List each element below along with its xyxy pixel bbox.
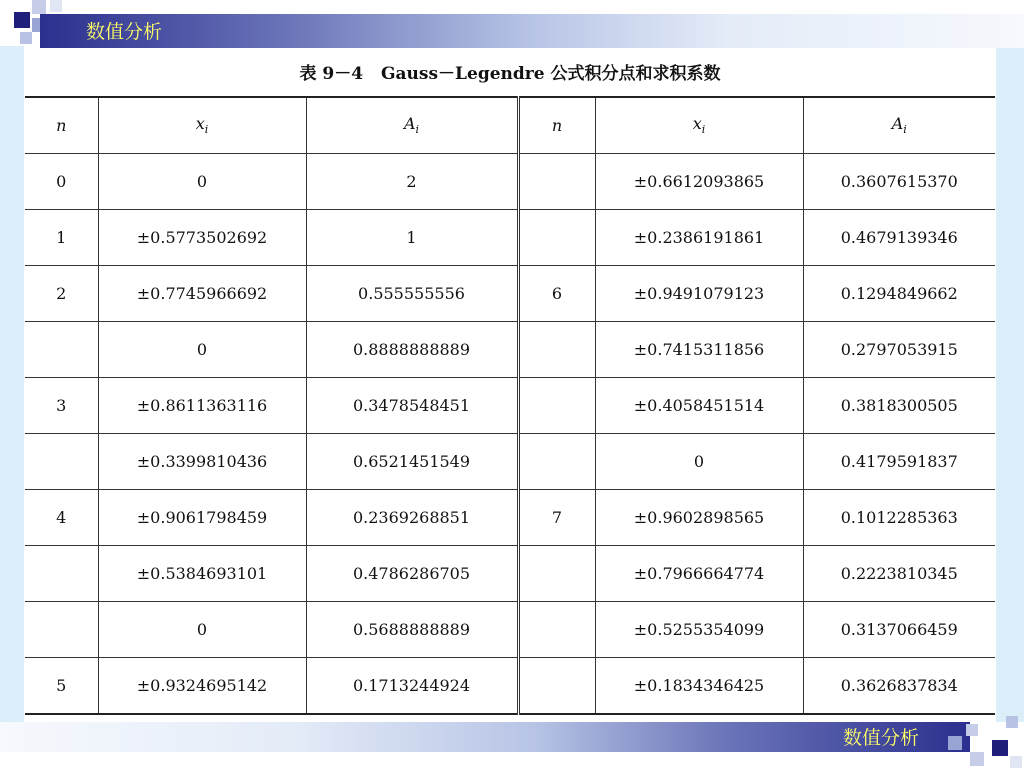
col-header-a (306, 97, 518, 154)
cell-a: 0.2223810345 (803, 546, 995, 602)
cell-a: 0.555555556 (306, 266, 518, 322)
decor-square (32, 0, 46, 14)
scanned-table (25, 52, 995, 720)
table-caption (25, 52, 995, 96)
left-strip (0, 46, 24, 722)
footer-bar (0, 722, 970, 752)
cell-n: 1 (25, 210, 98, 266)
cell-n: 0 (25, 154, 98, 210)
cell-x: ±0.7415311856 (595, 322, 803, 378)
col-header-a-symbol: A (403, 114, 416, 134)
table-row (25, 154, 995, 210)
cell-x: ±0.5255354099 (595, 602, 803, 658)
col-header-n-2: n (518, 97, 595, 154)
cell-x: 0 (98, 322, 306, 378)
gauss-legendre-table (25, 96, 995, 715)
decor-square (20, 32, 32, 44)
cell-n (518, 322, 595, 378)
decor-square (970, 752, 984, 766)
cell-x: ±0.9324695142 (98, 658, 306, 715)
cell-n (25, 434, 98, 490)
col-header-x-2 (595, 97, 803, 154)
cell-x: ±0.5773502692 (98, 210, 306, 266)
cell-n (518, 546, 595, 602)
cell-n: 3 (25, 378, 98, 434)
col-header-a-sub-2: i (903, 123, 907, 137)
cell-x: ±0.5384693101 (98, 546, 306, 602)
decor-square (14, 12, 30, 28)
cell-x: 0 (595, 434, 803, 490)
decor-square (948, 736, 962, 750)
decor-square (50, 0, 62, 12)
col-header-x-symbol-2: x (692, 114, 702, 134)
caption-label: 表 9－4 (299, 64, 364, 84)
cell-a: 0.3818300505 (803, 378, 995, 434)
col-header-a-sub: i (415, 123, 420, 137)
cell-x: ±0.8611363116 (98, 378, 306, 434)
cell-a: 0.8888888889 (306, 322, 518, 378)
decor-square (1006, 716, 1018, 728)
table-row (25, 490, 995, 546)
header-title: 数值分析 (86, 21, 163, 43)
cell-x: 0 (98, 602, 306, 658)
decor-square (1010, 756, 1022, 768)
cell-a: 0.1713244924 (306, 658, 518, 715)
cell-a: 0.2797053915 (803, 322, 995, 378)
cell-x: ±0.9061798459 (98, 490, 306, 546)
cell-n (518, 378, 595, 434)
cell-a: 0.4786286705 (306, 546, 518, 602)
col-header-a-symbol-2: A (891, 114, 904, 134)
cell-a: 0.4679139346 (803, 210, 995, 266)
cell-x: ±0.9491079123 (595, 266, 803, 322)
cell-x: ±0.3399810436 (98, 434, 306, 490)
cell-x: ±0.2386191861 (595, 210, 803, 266)
table-row (25, 322, 995, 378)
table-row (25, 658, 995, 715)
col-header-x-sub: i (204, 123, 209, 137)
cell-x: ±0.7745966692 (98, 266, 306, 322)
col-header-x (98, 97, 306, 154)
cell-a: 0.6521451549 (306, 434, 518, 490)
table-row (25, 602, 995, 658)
cell-n: 2 (25, 266, 98, 322)
table-row (25, 434, 995, 490)
cell-n: 6 (518, 266, 595, 322)
caption-text: Gauss－Legendre 公式积分点和求积系数 (381, 64, 721, 84)
cell-n (518, 602, 595, 658)
cell-a: 0.3478548451 (306, 378, 518, 434)
col-header-x-symbol: x (195, 114, 205, 134)
cell-a: 0.3137066459 (803, 602, 995, 658)
col-header-n: n (25, 97, 98, 154)
col-header-a-2 (803, 97, 995, 154)
table-row (25, 378, 995, 434)
table-row (25, 266, 995, 322)
cell-a: 0.4179591837 (803, 434, 995, 490)
cell-a: 0.1012285363 (803, 490, 995, 546)
right-strip (996, 46, 1024, 722)
decor-square (992, 740, 1008, 756)
cell-a: 2 (306, 154, 518, 210)
cell-n: 4 (25, 490, 98, 546)
cell-n (25, 602, 98, 658)
cell-x: 0 (98, 154, 306, 210)
cell-n: 5 (25, 658, 98, 715)
cell-n (518, 658, 595, 715)
table-row (25, 210, 995, 266)
cell-x: ±0.9602898565 (595, 490, 803, 546)
cell-x: ±0.4058451514 (595, 378, 803, 434)
cell-n (518, 154, 595, 210)
cell-a: 0.5688888889 (306, 602, 518, 658)
col-header-x-sub-2: i (701, 123, 706, 137)
decor-square (966, 724, 978, 736)
cell-n (25, 546, 98, 602)
cell-a: 0.3626837834 (803, 658, 995, 715)
cell-a: 1 (306, 210, 518, 266)
cell-n: 7 (518, 490, 595, 546)
cell-a: 0.3607615370 (803, 154, 995, 210)
cell-n (518, 210, 595, 266)
table-row (25, 546, 995, 602)
cell-x: ±0.1834346425 (595, 658, 803, 715)
cell-x: ±0.6612093865 (595, 154, 803, 210)
header-bar (40, 14, 1024, 48)
cell-n (518, 434, 595, 490)
cell-n (25, 322, 98, 378)
cell-a: 0.1294849662 (803, 266, 995, 322)
cell-a: 0.2369268851 (306, 490, 518, 546)
footer-title: 数值分析 (843, 727, 920, 749)
table-header-row (25, 97, 995, 154)
cell-x: ±0.7966664774 (595, 546, 803, 602)
